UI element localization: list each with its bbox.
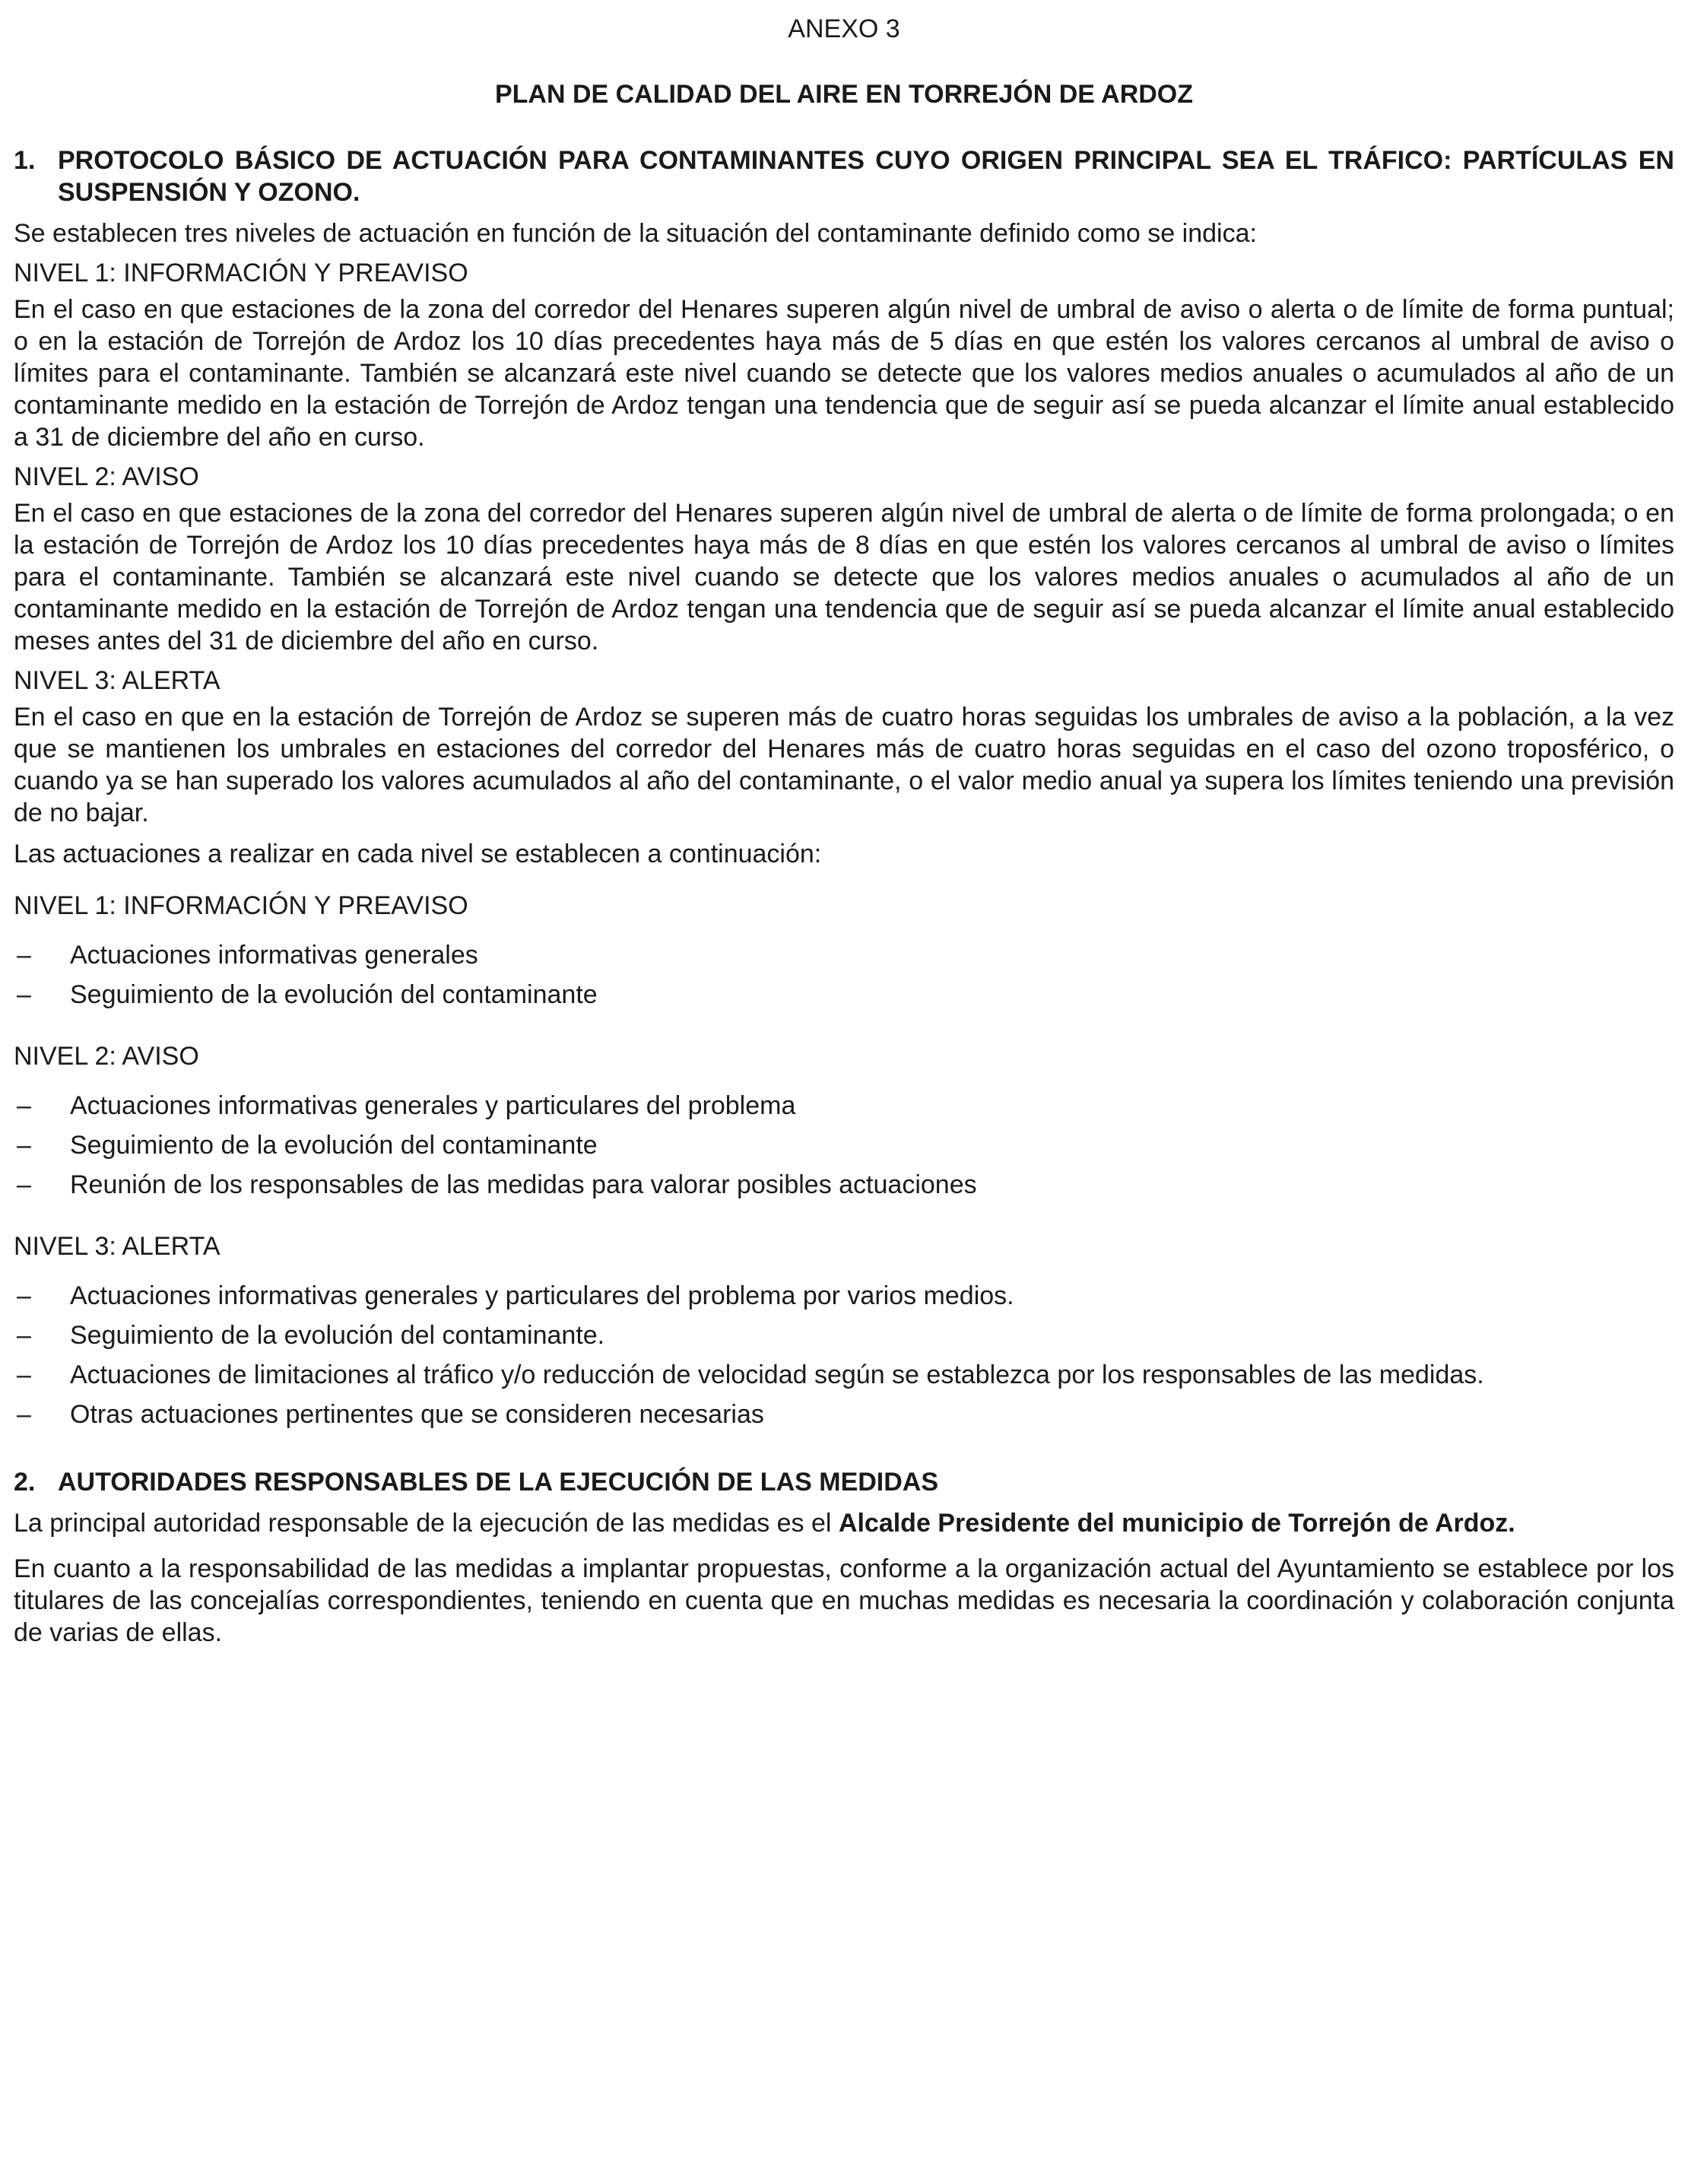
annex-label: ANEXO 3 bbox=[788, 14, 900, 43]
section-2-paragraph-2: En cuanto a la responsabilidad de las medidas a implantar propuestas, conforme a la organización actual del Ayuntamiento se establece por los titulares de las concejalías correspondientes, teniendo en cuenta que en muchas medidas es necesaria la coordinación y colaboración conjunta de varias de ellas. bbox=[14, 1554, 1674, 1647]
document-page bbox=[14, 8, 1674, 1649]
list-item-text: Actuaciones de limitaciones al tráfico y/o reducción de velocidad según se establezca por los responsables de las medidas. bbox=[70, 1360, 1484, 1389]
level-3-text: En el caso en que en la estación de Torrejón de Ardoz se superen más de cuatro horas seguidas los umbrales de aviso a la población, a la vez que se mantienen los umbrales en estaciones del corredor del Henares más de cuatro horas seguidas en el caso del ozono troposférico, o cuando ya se han superado los valores acumulados al año del contaminante, o el valor medio anual ya supera los límites teniendo una previsión de no bajar. bbox=[14, 703, 1674, 827]
level-3-title: NIVEL 3: ALERTA bbox=[14, 666, 221, 695]
section-2-p1-text: La principal autoridad responsable de la ejecución de las medidas es el bbox=[14, 1509, 839, 1538]
list-item bbox=[14, 975, 1674, 1014]
actions-level-3-title: NIVEL 3: ALERTA bbox=[14, 1232, 221, 1261]
list-item bbox=[14, 1316, 1674, 1355]
section-1-number: 1. bbox=[14, 146, 36, 175]
actions-level-3-list bbox=[14, 1276, 1674, 1434]
dash-bullet: – bbox=[17, 1400, 31, 1429]
list-item-text: Seguimiento de la evolución del contaminante bbox=[70, 1131, 598, 1160]
actions-level-1-list bbox=[14, 935, 1674, 1014]
list-item-text: Actuaciones informativas generales y particulares del problema por varios medios. bbox=[70, 1281, 1014, 1310]
list-item bbox=[14, 1355, 1674, 1395]
section-2-heading bbox=[14, 1466, 1674, 1498]
list-item bbox=[14, 1395, 1674, 1434]
dash-bullet: – bbox=[17, 1321, 31, 1350]
actions-level-1-title: NIVEL 1: INFORMACIÓN Y PREAVISO bbox=[14, 891, 468, 920]
list-item-text: Seguimiento de la evolución del contaminante bbox=[70, 980, 598, 1009]
level-2-text: En el caso en que estaciones de la zona del corredor del Henares superen algún nivel de umbral de alerta o de límite de forma prolongada; o en la estación de Torrejón de Ardoz los 10 días precedentes haya más de 8 días en que estén los valores cercanos al umbral de aviso o límites para el contaminante. También se alcanzará este nivel cuando se detecte que los valores medios anuales o acumulados al año de un contaminante medido en la estación de Torrejón de Ardoz tengan una tendencia que de seguir así se pueda alcanzar el límite anual establecido meses antes del 31 de diciembre del año en curso. bbox=[14, 499, 1674, 656]
dash-bullet: – bbox=[17, 941, 31, 970]
dash-bullet: – bbox=[17, 1131, 31, 1160]
list-item-text: Otras actuaciones pertinentes que se consideren necesarias bbox=[70, 1400, 764, 1429]
actions-level-2-title: NIVEL 2: AVISO bbox=[14, 1042, 199, 1071]
list-item bbox=[14, 1276, 1674, 1316]
section-1-intro: Se establecen tres niveles de actuación en función de la situación del contaminante definido como se indica: bbox=[14, 219, 1257, 248]
section-2-paragraph-1 bbox=[14, 1507, 1674, 1539]
section-2-number: 2. bbox=[14, 1468, 36, 1497]
section-1-title: PROTOCOLO BÁSICO DE ACTUACIÓN PARA CONTAMINANTES CUYO ORIGEN PRINCIPAL SEA EL TRÁFICO: PARTÍCULAS EN SUSPENSIÓN Y OZONO. bbox=[58, 146, 1674, 207]
dash-bullet: – bbox=[17, 1091, 31, 1120]
actions-level-2-list bbox=[14, 1086, 1674, 1205]
dash-bullet: – bbox=[17, 1170, 31, 1199]
list-item-text: Actuaciones informativas generales bbox=[70, 941, 478, 970]
section-1-heading bbox=[14, 144, 1674, 208]
list-item bbox=[14, 1086, 1674, 1125]
section-2-title: AUTORIDADES RESPONSABLES DE LA EJECUCIÓN DE LAS MEDIDAS bbox=[58, 1468, 939, 1497]
level-1-text: En el caso en que estaciones de la zona del corredor del Henares superen algún nivel de umbral de aviso o alerta o de límite de forma puntual; o en la estación de Torrejón de Ardoz los 10 días precedentes haya más de 5 días en que estén los valores cercanos al umbral de aviso o límites para el contaminante. También se alcanzará este nivel cuando se detecte que los valores medios anuales o acumulados al año de un contaminante medido en la estación de Torrejón de Ardoz tengan una tendencia que de seguir así se pueda alcanzar el límite anual establecido a 31 de diciembre del año en curso. bbox=[14, 295, 1674, 452]
list-item-text: Actuaciones informativas generales y particulares del problema bbox=[70, 1091, 796, 1120]
list-item bbox=[14, 1125, 1674, 1165]
dash-bullet: – bbox=[17, 980, 31, 1009]
dash-bullet: – bbox=[17, 1360, 31, 1389]
page-title: PLAN DE CALIDAD DEL AIRE EN TORREJÓN DE ARDOZ bbox=[494, 80, 1194, 109]
list-item bbox=[14, 1165, 1674, 1205]
actions-intro: Las actuaciones a realizar en cada nivel se establecen a continuación: bbox=[14, 840, 822, 868]
level-1-title: NIVEL 1: INFORMACIÓN Y PREAVISO bbox=[14, 259, 468, 287]
level-2-title: NIVEL 2: AVISO bbox=[14, 462, 199, 491]
list-item-text: Seguimiento de la evolución del contaminante. bbox=[70, 1321, 605, 1350]
list-item-text: Reunión de los responsables de las medidas para valorar posibles actuaciones bbox=[70, 1170, 977, 1199]
dash-bullet: – bbox=[17, 1281, 31, 1310]
list-item bbox=[14, 935, 1674, 975]
section-2-p1-bold: Alcalde Presidente del municipio de Torrejón de Ardoz. bbox=[838, 1509, 1515, 1538]
